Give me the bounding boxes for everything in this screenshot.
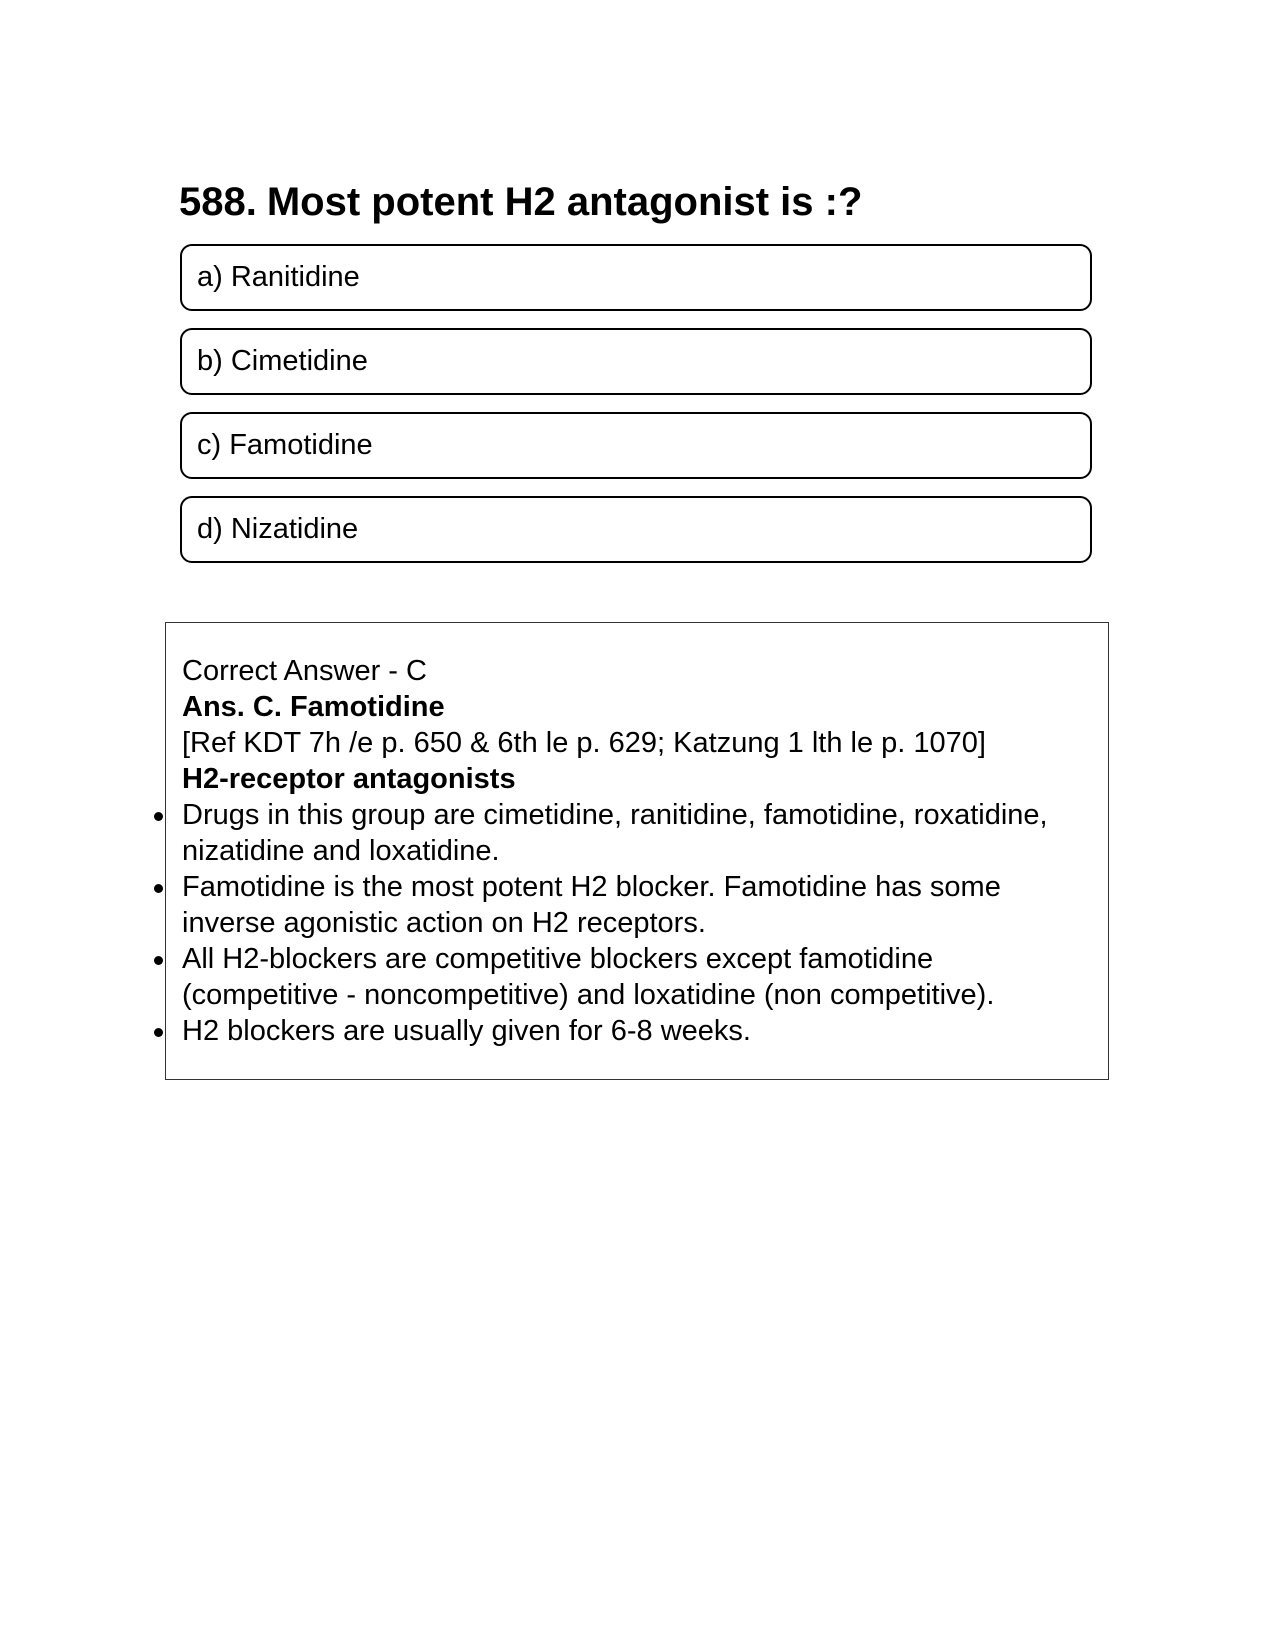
option-b[interactable]: b) Cimetidine bbox=[180, 328, 1092, 395]
bullet-text: Drugs in this group are cimetidine, ranitidine, famotidine, roxatidine, nizatidine and loxatidine. bbox=[182, 799, 1048, 867]
bullet-icon bbox=[154, 956, 163, 965]
bullet-item bbox=[182, 797, 1092, 869]
explanation-bullet-list bbox=[182, 797, 1092, 1049]
bullet-text: All H2-blockers are competitive blockers except famotidine (competitive - noncompetitive) and loxatidine (non competitive). bbox=[182, 943, 995, 1011]
bullet-text: H2 blockers are usually given for 6-8 weeks. bbox=[182, 1015, 751, 1047]
bullet-icon bbox=[154, 884, 163, 893]
option-c[interactable]: c) Famotidine bbox=[180, 412, 1092, 479]
bullet-icon bbox=[154, 1028, 163, 1037]
bullet-text: Famotidine is the most potent H2 blocker. Famotidine has some inverse agonistic action on H2 receptors. bbox=[182, 871, 1001, 939]
option-a[interactable]: a) Ranitidine bbox=[180, 244, 1092, 311]
option-d[interactable]: d) Nizatidine bbox=[180, 496, 1092, 563]
answer-content bbox=[182, 653, 1092, 1049]
correct-answer-line: Correct Answer - C bbox=[182, 655, 427, 687]
answer-reference: [Ref KDT 7h /e p. 650 & 6th le p. 629; Katzung 1 lth le p. 1070] bbox=[182, 727, 986, 759]
question-text: Most potent H2 antagonist is :? bbox=[266, 180, 863, 224]
bullet-item bbox=[182, 869, 1092, 941]
section-heading: H2-receptor antagonists bbox=[182, 763, 516, 795]
bullet-icon bbox=[154, 812, 163, 821]
bullet-item bbox=[182, 1013, 1092, 1049]
question-title bbox=[179, 174, 862, 230]
answer-title: Ans. C. Famotidine bbox=[182, 691, 445, 723]
answer-explanation-box bbox=[165, 622, 1109, 1080]
question-number: 588. bbox=[179, 180, 257, 224]
bullet-item bbox=[182, 941, 1092, 1013]
